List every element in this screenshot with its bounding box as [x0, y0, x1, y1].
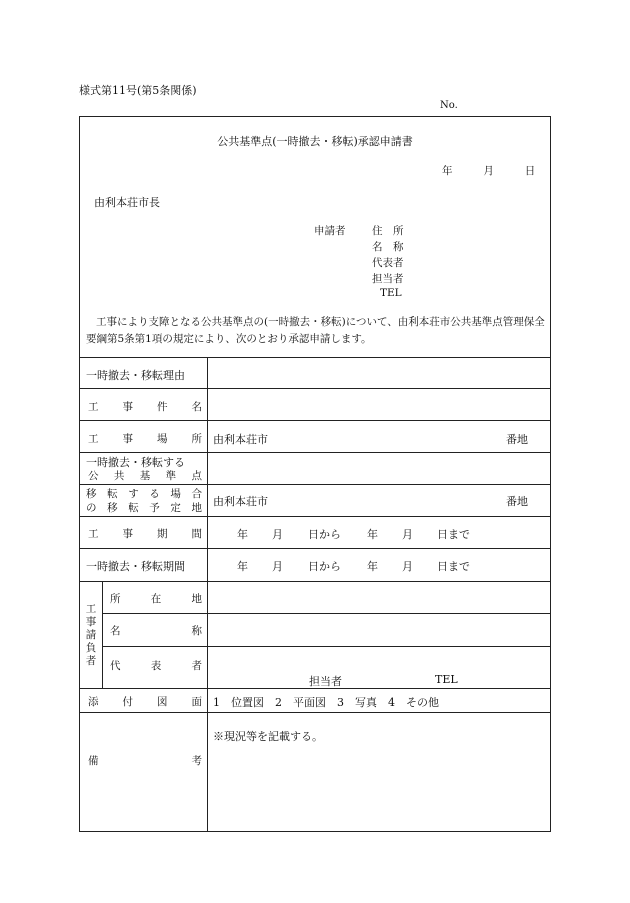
removal-period-end-month[interactable]: 月 — [402, 560, 413, 573]
applicant-name[interactable]: 名 称 — [372, 241, 404, 253]
relocation-label-line1: 移 転 す る 場 合 — [86, 488, 202, 500]
work-place-city[interactable]: 由利本荘市 — [213, 433, 268, 446]
form-number: 様式第11号(第5条関係) — [79, 84, 197, 97]
removal-period-start-month[interactable]: 月 — [272, 560, 283, 573]
applicant-label: 申請者 — [314, 225, 346, 237]
work-place-suffix: 番地 — [506, 433, 528, 446]
points-field[interactable] — [208, 453, 551, 484]
contractor-name-label: 名 称 — [110, 625, 202, 637]
applicant-tel[interactable]: TEL — [380, 287, 402, 299]
addressee: 由利本荘市長 — [94, 196, 160, 209]
form-title: 公共基準点(一時撤去・移転)承認申請書 — [217, 135, 413, 148]
attachments-label: 添 付 図 面 — [88, 696, 202, 708]
contractor-location-field[interactable] — [208, 582, 551, 613]
removal-reason-label: 一時撤去・移転理由 — [86, 369, 185, 382]
removal-period-end-year[interactable]: 年 — [367, 560, 378, 573]
attachments-value: 1 位置図 2 平面図 3 写真 4 その他 — [213, 696, 439, 709]
applicant-contact[interactable]: 担当者 — [372, 273, 404, 285]
work-name-field[interactable] — [208, 389, 551, 420]
relocation-label-line2: の 移 転 予 定 地 — [86, 502, 202, 514]
application-statement: 工事により支障となる公共基準点の(一時撤去・移転)について、由利本荘市公共基準点管理保全要綱第5条第1項の規定により、次のとおり承認申請します。 — [86, 316, 545, 345]
remarks-note: ※現況等を記載する。 — [213, 730, 323, 743]
date-line — [442, 163, 535, 178]
remarks-label: 備 考 — [88, 755, 202, 767]
work-period-start-day[interactable]: 日から — [308, 528, 341, 541]
work-period-end-day[interactable]: 日まで — [437, 528, 470, 541]
date-month[interactable]: 月 — [483, 165, 494, 177]
contractor-location-label: 所 在 地 — [110, 593, 202, 605]
date-day[interactable]: 日 — [524, 165, 536, 177]
removal-reason-field[interactable] — [208, 358, 551, 388]
contractor-tel-label: TEL — [435, 673, 458, 686]
work-period-start-month[interactable]: 月 — [272, 528, 283, 541]
application-form — [79, 116, 551, 832]
date-year[interactable]: 年 — [442, 165, 453, 177]
work-period-end-year[interactable]: 年 — [367, 528, 378, 541]
remarks-field[interactable] — [208, 747, 551, 831]
contractor-rep-label: 代 表 者 — [110, 660, 202, 672]
removal-period-start-year[interactable]: 年 — [237, 560, 248, 573]
applicant-representative[interactable]: 代表者 — [372, 257, 404, 269]
document-number-label: No. — [440, 100, 458, 111]
removal-period-start-day[interactable]: 日から — [308, 560, 341, 573]
removal-period-end-day[interactable]: 日まで — [437, 560, 470, 573]
relocation-city[interactable]: 由利本荘市 — [213, 495, 268, 508]
contractor-name-field[interactable] — [208, 614, 551, 646]
contractor-contact-label: 担当者 — [309, 675, 342, 688]
points-label-line1: 一時撤去・移転する — [86, 456, 185, 469]
work-period-label: 工 事 期 間 — [88, 528, 202, 540]
applicant-address[interactable]: 住 所 — [372, 225, 404, 237]
contractor-label: 工 事 請 負 者 — [85, 603, 97, 667]
work-period-start-year[interactable]: 年 — [237, 528, 248, 541]
removal-period-label: 一時撤去・移転期間 — [86, 560, 185, 573]
work-place-label: 工 事 場 所 — [88, 433, 202, 445]
points-label-line2: 公 共 基 準 点 — [88, 470, 202, 482]
work-name-label: 工 事 件 名 — [88, 401, 202, 413]
relocation-suffix: 番地 — [506, 495, 528, 508]
work-period-end-month[interactable]: 月 — [402, 528, 413, 541]
